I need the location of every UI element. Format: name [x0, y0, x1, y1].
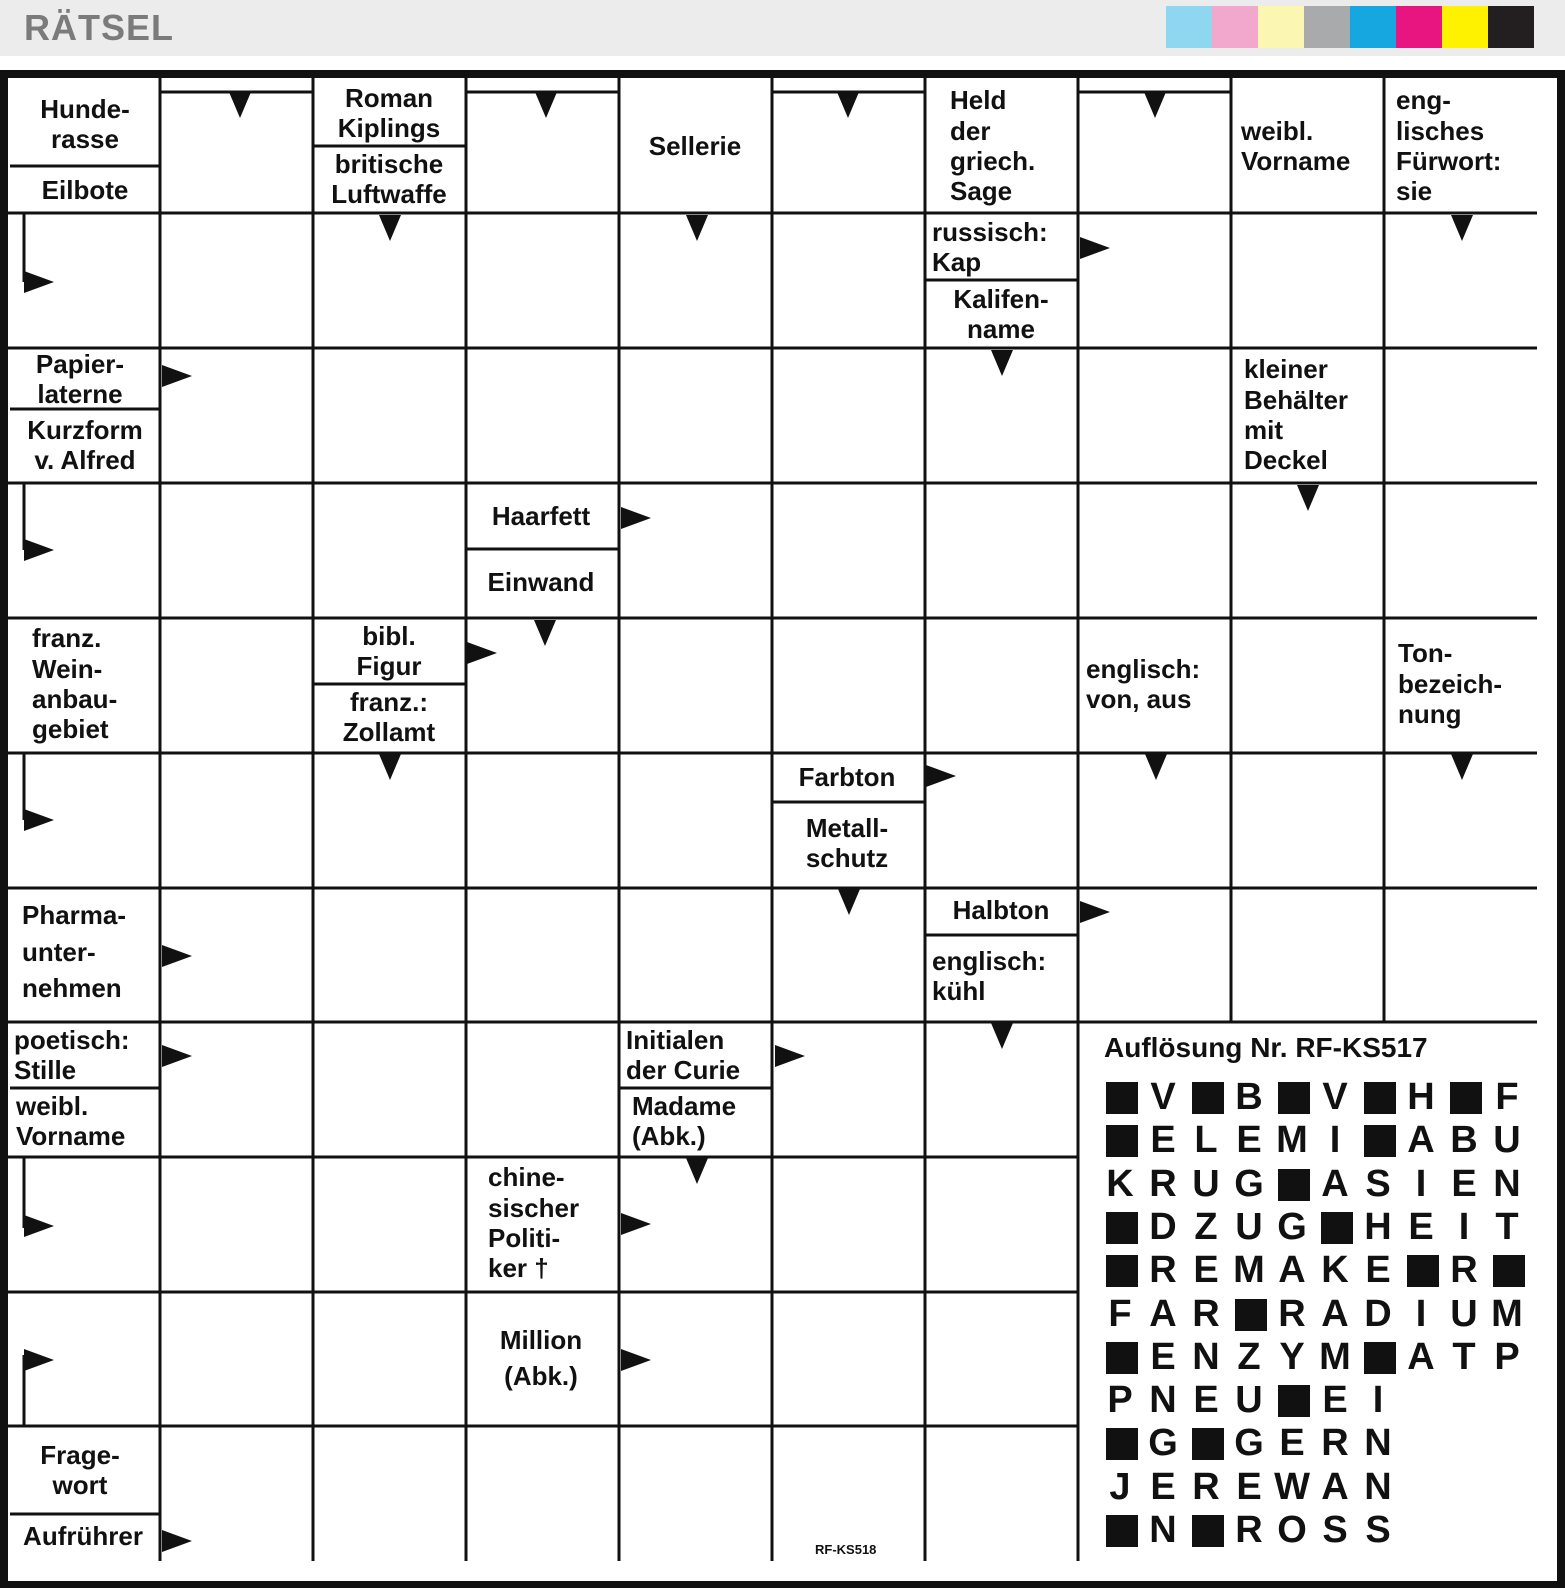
right-arrow-icon: [24, 1349, 54, 1371]
clue-roman-kiplings: Roman Kiplings: [337, 82, 441, 143]
solution-letter: R: [1149, 1249, 1177, 1292]
right-arrow-icon: [24, 809, 54, 831]
solution-letter: M: [1319, 1335, 1351, 1378]
solution-letter: U: [1493, 1119, 1521, 1162]
solution-letter: U: [1235, 1205, 1263, 1248]
solution-block: [1192, 1515, 1224, 1547]
solution-letter: I: [1415, 1162, 1427, 1205]
solution-block: [1278, 1169, 1310, 1201]
solution-letter: S: [1365, 1162, 1391, 1205]
clue-englisches-fuerwort: eng- lisches Fürwort: sie: [1396, 85, 1502, 207]
solution-letter: L: [1194, 1119, 1218, 1162]
solution-letter: E: [1193, 1249, 1219, 1292]
clue-initialen-curie: Initialen der Curie: [626, 1024, 741, 1085]
clue-madame-abk: Madame (Abk.): [632, 1090, 737, 1151]
clue-weibl-vorname-1: weibl. Vorname: [1241, 115, 1351, 176]
clue-million-abk: Million (Abk.): [499, 1324, 583, 1391]
solution-block: [1192, 1428, 1224, 1460]
solution-letter: V: [1322, 1076, 1348, 1118]
solution-letter: E: [1451, 1162, 1477, 1205]
down-arrow-icon: [838, 889, 860, 915]
header-bar: [0, 0, 1565, 56]
solution-letter: E: [1322, 1379, 1348, 1422]
clue-kleiner-behaelter: kleiner Behälter mit Deckel: [1244, 354, 1349, 476]
down-arrow-icon: [229, 92, 251, 118]
solution-block: [1106, 1082, 1138, 1114]
solution-letter: F: [1108, 1292, 1132, 1335]
crossword-grid: [0, 70, 1565, 1588]
solution-letter: U: [1235, 1379, 1263, 1422]
solution-block: [1235, 1299, 1267, 1331]
solution-block: [1321, 1212, 1353, 1244]
clue-bibl-figur: bibl. Figur: [356, 620, 422, 681]
solution-letter: A: [1321, 1162, 1349, 1205]
clue-einwand: Einwand: [487, 566, 595, 597]
solution-block: [1493, 1255, 1525, 1287]
solution-letter: E: [1150, 1119, 1176, 1162]
solution-letter: A: [1149, 1292, 1177, 1335]
color-swatch: [1212, 6, 1258, 48]
color-swatch: [1488, 6, 1534, 48]
down-arrow-icon: [1451, 215, 1473, 241]
clue-tonbezeichnung: Ton- bezeich- nung: [1398, 638, 1503, 730]
solution-letter: E: [1365, 1249, 1391, 1292]
clue-sellerie: Sellerie: [648, 130, 742, 161]
solution-letter: A: [1407, 1335, 1435, 1378]
right-arrow-icon: [467, 642, 497, 664]
solution-letter: K: [1321, 1249, 1349, 1292]
solution-block: [1192, 1082, 1224, 1114]
solution-letter: R: [1192, 1465, 1220, 1508]
down-arrow-icon: [379, 215, 401, 241]
clue-held-griech-sage: Held der griech. Sage: [950, 85, 1036, 207]
down-arrow-icon: [535, 92, 557, 118]
down-arrow-icon: [1145, 754, 1167, 780]
solution-letter: M: [1276, 1119, 1308, 1162]
color-swatch: [1258, 6, 1304, 48]
solution-letter: N: [1493, 1162, 1521, 1205]
down-arrow-icon: [1297, 485, 1319, 511]
solution-block: [1106, 1125, 1138, 1157]
down-arrow-icon: [991, 1023, 1013, 1049]
solution-block: [1364, 1125, 1396, 1157]
solution-block: [1364, 1082, 1396, 1114]
clue-poetisch-stille: poetisch: Stille: [14, 1024, 130, 1085]
solution-letter: E: [1193, 1379, 1219, 1422]
solution-letter: N: [1364, 1422, 1392, 1465]
solution-letter: K: [1106, 1162, 1134, 1205]
color-swatch: [1304, 6, 1350, 48]
clue-hunderasse: Hunde- rasse: [40, 93, 130, 154]
solution-letter: P: [1494, 1335, 1520, 1378]
down-arrow-icon: [534, 620, 556, 646]
solution-letter: E: [1279, 1422, 1305, 1465]
solution-letter: D: [1149, 1205, 1177, 1248]
solution-letter: N: [1192, 1335, 1220, 1378]
solution-letter: R: [1278, 1292, 1306, 1335]
solution-letter: R: [1450, 1249, 1478, 1292]
clue-russisch-kap: russisch: Kap: [932, 216, 1048, 277]
solution-letter: I: [1372, 1379, 1384, 1422]
right-arrow-icon: [162, 1045, 192, 1067]
down-arrow-icon: [1144, 92, 1166, 118]
solution-letter: G: [1234, 1162, 1264, 1205]
clue-weibl-vorname-2: weibl. Vorname: [16, 1090, 126, 1151]
right-arrow-icon: [24, 1215, 54, 1237]
clue-kalifenname: Kalifen- name: [953, 283, 1049, 344]
clue-fragewort: Frage- wort: [40, 1439, 120, 1500]
solution-letter: I: [1415, 1292, 1427, 1335]
solution-letter: Y: [1279, 1335, 1305, 1378]
color-swatch: [1350, 6, 1396, 48]
puzzle-code: RF-KS518: [815, 1542, 877, 1557]
solution-letter: E: [1236, 1465, 1262, 1508]
solution-block: [1106, 1212, 1138, 1244]
solution-letter: E: [1236, 1119, 1262, 1162]
clue-papierlaterne: Papier- laterne: [35, 348, 125, 409]
solution-block: [1106, 1515, 1138, 1547]
solution-letter: F: [1495, 1076, 1519, 1118]
clue-metallschutz: Metall- schutz: [805, 812, 889, 873]
solution-letter: B: [1235, 1076, 1263, 1118]
solution-letter: E: [1150, 1465, 1176, 1508]
solution-letter: A: [1278, 1249, 1306, 1292]
right-arrow-icon: [162, 365, 192, 387]
down-arrow-icon: [837, 92, 859, 118]
right-arrow-icon: [24, 271, 54, 293]
clue-britische-luftwaffe: britische Luftwaffe: [331, 148, 447, 209]
clue-kurzform-alfred: Kurzform v. Alfred: [27, 414, 143, 475]
clue-haarfett: Haarfett: [491, 500, 591, 531]
solution-letter: I: [1458, 1205, 1470, 1248]
solution-letter: P: [1107, 1379, 1133, 1422]
solution-block: [1106, 1428, 1138, 1460]
solution-block: [1106, 1255, 1138, 1287]
solution-letter: G: [1234, 1422, 1264, 1465]
solution-block: [1278, 1082, 1310, 1114]
right-arrow-icon: [162, 945, 192, 967]
solution-letter: G: [1148, 1422, 1178, 1465]
solution-letter: H: [1407, 1076, 1435, 1118]
solution-block: [1407, 1255, 1439, 1287]
clue-aufruehrer: Aufrührer: [23, 1520, 143, 1551]
right-arrow-icon: [621, 1349, 651, 1371]
right-arrow-icon: [1080, 237, 1110, 259]
solution-letter: A: [1321, 1292, 1349, 1335]
solution-letter: U: [1192, 1162, 1220, 1205]
clue-englisch-von-aus: englisch: von, aus: [1086, 653, 1201, 714]
down-arrow-icon: [686, 215, 708, 241]
solution-block: [1364, 1342, 1396, 1374]
solution-block: [1278, 1385, 1310, 1417]
solution-letter: E: [1408, 1205, 1434, 1248]
solution-letter: W: [1274, 1465, 1310, 1508]
down-arrow-icon: [379, 754, 401, 780]
clue-pharmaunternehmen: Pharma- unter- nehmen: [22, 900, 127, 1004]
solution-letter: O: [1277, 1509, 1307, 1551]
solution-letter: R: [1321, 1422, 1349, 1465]
solution-letter: G: [1277, 1205, 1307, 1248]
solution-letter: A: [1407, 1119, 1435, 1162]
solution-letter: N: [1149, 1379, 1177, 1422]
color-swatch: [1396, 6, 1442, 48]
clue-englisch-kuehl: englisch: kühl: [932, 945, 1047, 1006]
solution-letter: B: [1450, 1119, 1478, 1162]
solution-letter: T: [1495, 1205, 1519, 1248]
right-arrow-icon: [162, 1530, 192, 1552]
solution-block: [1450, 1082, 1482, 1114]
solution-letter: J: [1109, 1465, 1131, 1508]
solution-letter: M: [1233, 1249, 1265, 1292]
clue-chinesischer-politiker: chine- sischer Politi- ker †: [488, 1162, 580, 1284]
solution-title: Auflösung Nr. RF-KS517: [1104, 1032, 1428, 1063]
color-swatch: [1442, 6, 1488, 48]
solution-block: [1106, 1342, 1138, 1374]
clue-franz-weinanbaugebiet: franz. Wein- anbau- gebiet: [32, 623, 118, 745]
solution-letter: N: [1364, 1465, 1392, 1508]
down-arrow-icon: [686, 1158, 708, 1184]
clue-farbton: Farbton: [798, 761, 896, 792]
solution-letter: D: [1364, 1292, 1392, 1335]
solution-letter: S: [1322, 1509, 1348, 1551]
right-arrow-icon: [926, 765, 956, 787]
solution-letter: I: [1329, 1119, 1341, 1162]
solution-letter: R: [1149, 1162, 1177, 1205]
right-arrow-icon: [24, 539, 54, 561]
right-arrow-icon: [1080, 901, 1110, 923]
solution-letter: T: [1452, 1335, 1476, 1378]
solution-letter: M: [1491, 1292, 1523, 1335]
solution-letter: Z: [1237, 1335, 1261, 1378]
down-arrow-icon: [991, 350, 1013, 376]
solution-letter: A: [1321, 1465, 1349, 1508]
solution-letter: N: [1149, 1509, 1177, 1551]
right-arrow-icon: [775, 1045, 805, 1067]
down-arrow-icon: [1451, 754, 1473, 780]
page-title: RÄTSEL: [24, 7, 174, 48]
clue-halbton: Halbton: [952, 894, 1050, 925]
solution-letter: Z: [1194, 1205, 1218, 1248]
solution-letter: E: [1150, 1335, 1176, 1378]
clue-franz-zollamt: franz.: Zollamt: [342, 686, 436, 747]
right-arrow-icon: [621, 1213, 651, 1235]
clue-eilbote: Eilbote: [41, 174, 129, 205]
right-arrow-icon: [621, 507, 651, 529]
solution-letter: R: [1235, 1509, 1263, 1551]
color-swatch: [1166, 6, 1212, 48]
solution-letter: R: [1192, 1292, 1220, 1335]
solution-letter: V: [1150, 1076, 1176, 1118]
solution-letter: S: [1365, 1509, 1391, 1551]
solution-letter: H: [1364, 1205, 1392, 1248]
solution-letter: U: [1450, 1292, 1478, 1335]
